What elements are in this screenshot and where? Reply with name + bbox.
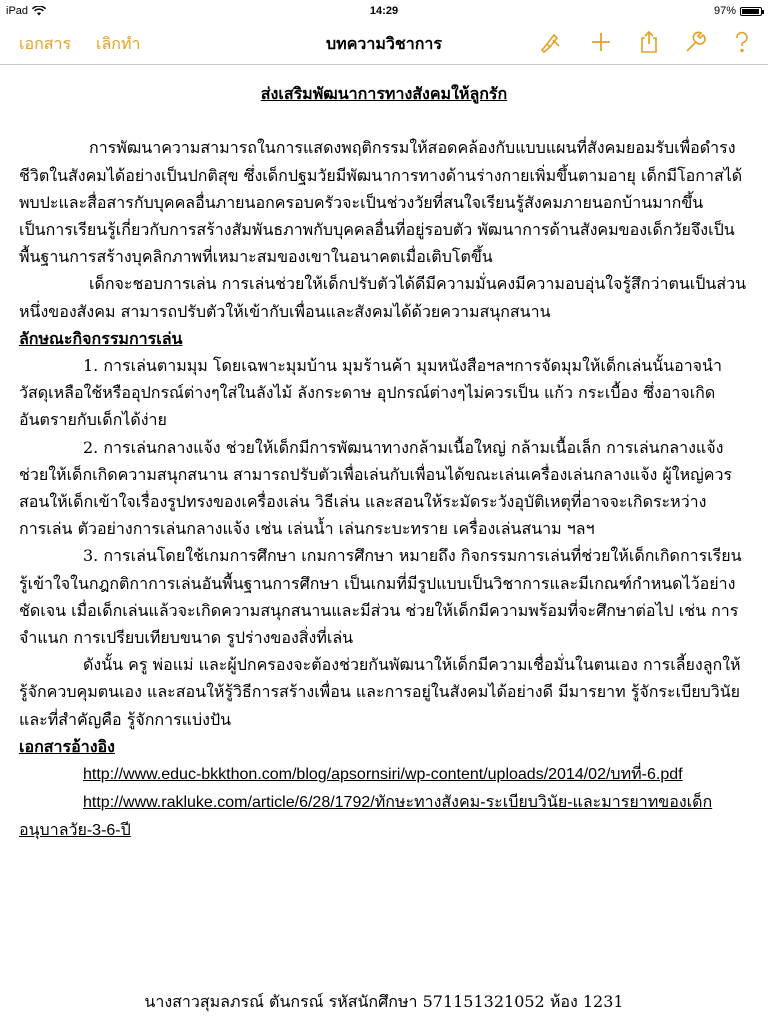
activity-item-2: 2. การเล่นกลางแจ้ง ช่วยให้เด็กมีการพัฒนาทางกล้ามเนื้อใหญ่ กล้ามเนื้อเล็ก การเล่นกลางแจ้ง ช่วยให้เด็กเกิดความสนุกสนาน สามารถปรับตัวเพื่อเล่นกับเพื่อนได้ขณะเล่นเครื่องเล่นกลางแจ้ง ผู้ใหญ่ควรสอนให้เด็กเข้าใจเรื่องรูปทรงของเครื่องเล่น วิธีเล่น และสอนให้ระมัดระวังอุบัติเหตุที่อาจจะเกิดระหว่าง xyxy=(19,437,733,512)
battery-icon xyxy=(740,7,762,16)
battery-fill xyxy=(742,9,759,14)
help-icon[interactable] xyxy=(730,30,754,54)
toolbar xyxy=(0,22,768,65)
intro-paragraph-2: เด็กจะชอบการเล่น การเล่นช่วยให้เด็กปรับตัวได้ดีมีความมั่นคงมีความอบอุ่นใจรู้สึกว่าตนเป็นส่วนหนึ่งของสังคม สามารถปรับตัวให้เข้ากับเพื่อนและสังคมได้ด้วยความสนุกสนาน xyxy=(19,274,747,321)
share-icon[interactable] xyxy=(637,30,661,54)
battery-percent: 97% xyxy=(713,5,736,17)
activity-item-3: 3. การเล่นโดยใช้เกมการศึกษา เกมการศึกษา หมายถึง กิจกรรมการเล่นที่ช่วยให้เด็กเกิดการเรียนรู้เข้าใจในกฎกติกาการเล่นอันพื้นฐานการศึกษา เป็นเกมที่มีรูปแบบเป็นวิชาการและมีเกณฑ์กำหนดไว้อย่างชัดเจน เมื่อเด็กเล่นแล้วจะเกิดความสนุกสนานและมีส่วน ช่วยให้เด็กมีความพร้อมที่จะศึกษาต่อไป เช่น การจำแนก การเปรียบเทียบขนาด รูปร่างของสิ่งที่เล่น xyxy=(19,546,742,648)
references-heading: เอกสารอ้างอิง xyxy=(19,736,115,756)
undo-button[interactable]: เลิกทำ xyxy=(96,34,141,53)
intro-paragraph-1: การพัฒนาความสามารถในการแสดงพฤติกรรมให้สอดคล้องกับแบบแผนที่สังคมยอมรับเพื่อดำรงชีวิตในสังคมได้อย่างเป็นปกติสุข ซึ่งเด็กปฐมวัยมีพัฒนาการทางด้านร่างกายเพิ่มขึ้นตามอายุ เด็กมีโอกาสได้พบปะและสื่อสารกับบุคคลอื่นภายนอกครอบครัวจะเป็นช่วงวัยที่สนใจเรียนรู้สังคมภายนอกบ้านมากขึ้น เป็นการเรียนรู้เกี่ยวกับการสร้างสัมพันธภาพกับบุคคลอื่นที่อยู่รอบตัว พัฒนาการด้านสังคมของเด็กวัยจึงเป็นพื้นฐานการสร้างบุคลิกภาพที่เหมาะสมของเขาในอนาคตเมื่อเติบโตขึ้น xyxy=(19,138,743,267)
documents-button[interactable]: เอกสาร xyxy=(19,34,72,53)
reference-link-2[interactable]: http://www.rakluke.com/article/6/28/1792/ทักษะทางสังคม-ระเบียบวินัย-และมารยาทของเด็กอนุบาลวัย-3-6-ปี xyxy=(19,794,713,840)
activity-item-2-continued: การเล่น ตัวอย่างการเล่นกลางแจ้ง เช่น เล่นน้ำ เล่นกระบะทราย เครื่องเล่นสนาม ฯลฯ xyxy=(19,519,595,539)
add-icon[interactable] xyxy=(589,30,613,54)
clock: 14:29 xyxy=(369,5,399,17)
document-body[interactable] xyxy=(19,80,749,845)
document-heading: ส่งเสริมพัฒนาการทางสังคมให้ลูกรัก xyxy=(260,84,508,103)
status-bar xyxy=(0,0,768,22)
wrench-icon[interactable] xyxy=(684,30,708,54)
reference-link-1[interactable]: http://www.educ-bkkthon.com/blog/apsornsiri/wp-content/uploads/2014/02/บทที่-6.pdf xyxy=(83,766,683,784)
activity-item-1: 1. การเล่นตามมุม โดยเฉพาะมุมบ้าน มุมร้านค้า มุมหนังสือฯลฯการจัดมุมให้เด็กเล่นนั้นอาจนำวัสดุเหลือใช้หรืออุปกรณ์ต่างๆใส่ในลังไม้ ลังกระดาษ อุปกรณ์ต่างๆไม่ควรเป็น แก้ว กระเบื้อง ซึ่งอาจเกิดอันตรายกับเด็กได้ง่าย xyxy=(19,356,722,430)
document-title: บทความวิชาการ xyxy=(325,34,442,53)
format-brush-icon[interactable] xyxy=(538,30,562,54)
device-label: iPad xyxy=(6,5,29,17)
blank-line xyxy=(19,107,749,134)
activities-heading: ลักษณะกิจกรรมการเล่น xyxy=(19,328,183,348)
conclusion-paragraph: ดังนั้น ครู พ่อแม่ และผู้ปกครองจะต้องช่วยกันพัฒนาให้เด็กมีความเชื่อมั่นในตนเอง การเลี้ยงลูกให้รู้จักควบคุมตนเอง และสอนให้รู้วิธีการสร้างเพื่อน และการอยู่ในสังคมได้อย่างดี มีมารยาท รู้จักระเบียบวินัย และที่สำคัญคือ รู้จักการแบ่งปัน xyxy=(19,655,741,729)
author-signature: นางสาวสุมลภรณ์ ตันกรณ์ รหัสนักศึกษา 571151321052 ห้อง 1231 xyxy=(144,992,624,1011)
